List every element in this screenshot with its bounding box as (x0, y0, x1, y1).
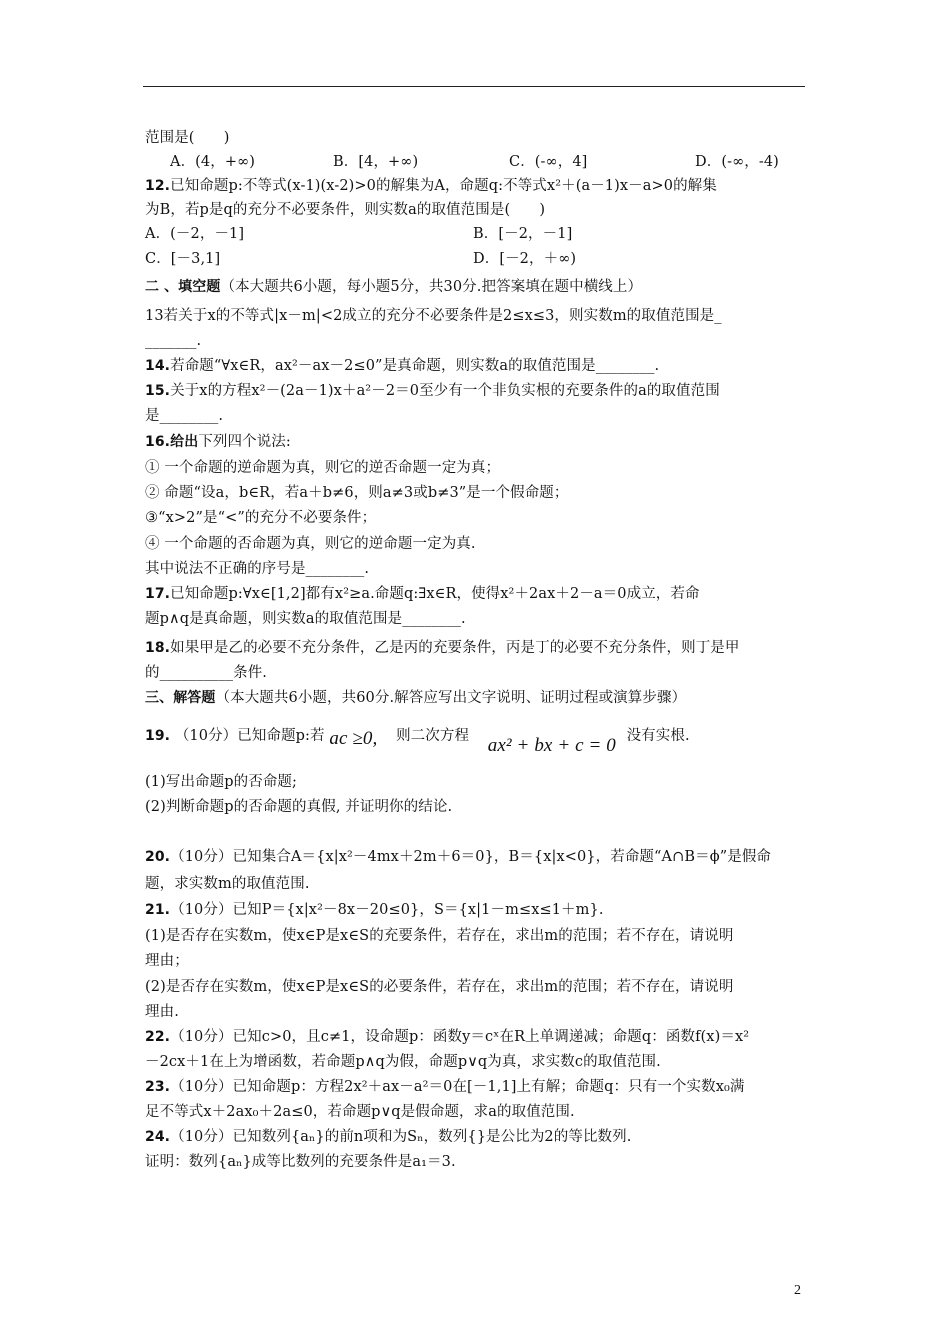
q17-line1: 17.已知命题p:∀x∈[1,2]都有x²≥a.命题q:∃x∈R，使得x²＋2ax＋2－a＝0成立，若命 (145, 586, 700, 602)
q15-line1: 15.关于x的方程x²－(2a－1)x＋a²－2＝0至少有一个非负实根的充要条件的a的取值范围 (145, 383, 720, 399)
header-rule (143, 86, 805, 87)
formula-quadratic: ax² + bx + c = 0 (487, 735, 616, 756)
q16-statement-2: ② 命题“设a，b∈R，若a＋b≠6，则a≠3或b≠3”是一个假命题； (145, 485, 569, 501)
q12-line1: 12.已知命题p:不等式(x-1)(x-2)>0的解集为A，命题q:不等式x²＋(a－1)x－a>0的解集 (145, 178, 717, 194)
q21-part2-a: (2)是否存在实数m，使x∈P是x∈S的必要条件，若存在，求出m的范围；若不存在，请说明 (145, 979, 734, 995)
q16-statement-4: ④ 一个命题的否命题为真，则它的逆命题一定为真. (145, 536, 476, 552)
q11-choices (170, 152, 810, 172)
q18-line1: 18.如果甲是乙的必要不充分条件，乙是丙的充要条件，丙是丁的必要不充分条件，则丁是甲 (145, 640, 740, 656)
q13-line2: _______. (145, 333, 202, 349)
section2-heading: 二 、填空题（本大题共6小题，每小题5分，共30分.把答案填在题中横线上） (145, 279, 643, 295)
q16-line1: 16.给出下列四个说法: (145, 434, 291, 450)
q23-line1: 23.（10分）已知命题p：方程2x²＋ax－a²＝0在[－1,1]上有解；命题q：只有一个实数x₀满 (145, 1079, 745, 1095)
choice-c: C．[－3,1] (145, 251, 221, 267)
q18-line2: 的__________条件. (145, 665, 268, 681)
q24-line2: 证明：数列{aₙ}成等比数列的充要条件是a₁＝3. (145, 1154, 456, 1170)
choice-d: D．[－2，＋∞) (473, 251, 577, 267)
q21-line1: 21.（10分）已知P＝{x|x²－8x－20≤0}，S＝{x|1－m≤x≤1＋m}. (145, 902, 604, 918)
q12-choices-row2 (145, 249, 576, 269)
choice-a: A．(4，+∞) (170, 154, 256, 170)
choice-b: B．[－2，－1] (473, 226, 573, 242)
q22-line1: 22.（10分）已知c>0，且c≠1，设命题p：函数y＝cˣ在R上单调递减；命题q：函数f(x)＝x² (145, 1029, 750, 1045)
q12-line2: 为B，若p是q的充分不必要条件，则实数a的取值范围是( ) (145, 202, 546, 218)
q19-line1: 19. （10分）已知命题p:若 ac ≥0, 则二次方程 ax² + bx + c = 0 没有实根. (145, 728, 690, 756)
q20-line1: 20.（10分）已知集合A＝{x|x²－4mx＋2m＋6＝0}，B＝{x|x<0}，若命题“A∩B＝ϕ”是假命 (145, 849, 772, 865)
page-number: 2 (794, 1283, 801, 1298)
q13-line1: 13若关于x的不等式|x－m|<2成立的充分不必要条件是2≤x≤3，则实数m的取值范围是_ (145, 308, 722, 324)
q19-part2: (2)判断命题p的否命题的真假, 并证明你的结论. (145, 799, 453, 815)
q12-choices-row1 (145, 224, 572, 244)
choice-a: A．(－2，－1] (145, 226, 245, 242)
q24-line1: 24.（10分）已知数列{aₙ}的前n项和为Sₙ，数列{}是公比为2的等比数列. (145, 1129, 632, 1145)
q16-question: 其中说法不正确的序号是________. (145, 561, 370, 577)
q17-line2: 题p∧q是真命题，则实数a的取值范围是________. (145, 611, 466, 627)
q15-line2: 是________. (145, 408, 224, 424)
q16-statement-1: ① 一个命题的逆命题为真，则它的逆否命题一定为真； (145, 460, 501, 476)
choice-c: C．(-∞，4] (509, 154, 588, 170)
q22-line2: －2cx＋1在上为增函数，若命题p∧q为假，命题p∨q为真，求实数c的取值范围. (145, 1054, 661, 1070)
section3-heading: 三、解答题（本大题共6小题，共60分.解答应写出文字说明、证明过程或演算步骤） (145, 690, 687, 706)
q21-part1-a: (1)是否存在实数m，使x∈P是x∈S的充要条件，若存在，求出m的范围；若不存在，请说明 (145, 928, 734, 944)
q21-part1-b: 理由； (145, 953, 189, 969)
q16-statement-3: ③“x>2”是“<”的充分不必要条件； (145, 510, 377, 526)
q19-part1: (1)写出命题p的否命题; (145, 774, 298, 790)
q14: 14.若命题“∀x∈R，ax²－ax－2≤0”是真命题，则实数a的取值范围是________. (145, 358, 660, 374)
q21-part2-b: 理由. (145, 1004, 179, 1020)
choice-d: D．(-∞，-4) (695, 154, 779, 170)
formula-ac: ac ≥0, (329, 728, 378, 749)
q11-tail: 范围是( ) (145, 130, 230, 146)
q20-line2: 题，求实数m的取值范围. (145, 876, 310, 892)
choice-b: B．[4，+∞) (333, 154, 419, 170)
q23-line2: 足不等式x＋2ax₀＋2a≤0，若命题p∨q是假命题，求a的取值范围. (145, 1104, 575, 1120)
